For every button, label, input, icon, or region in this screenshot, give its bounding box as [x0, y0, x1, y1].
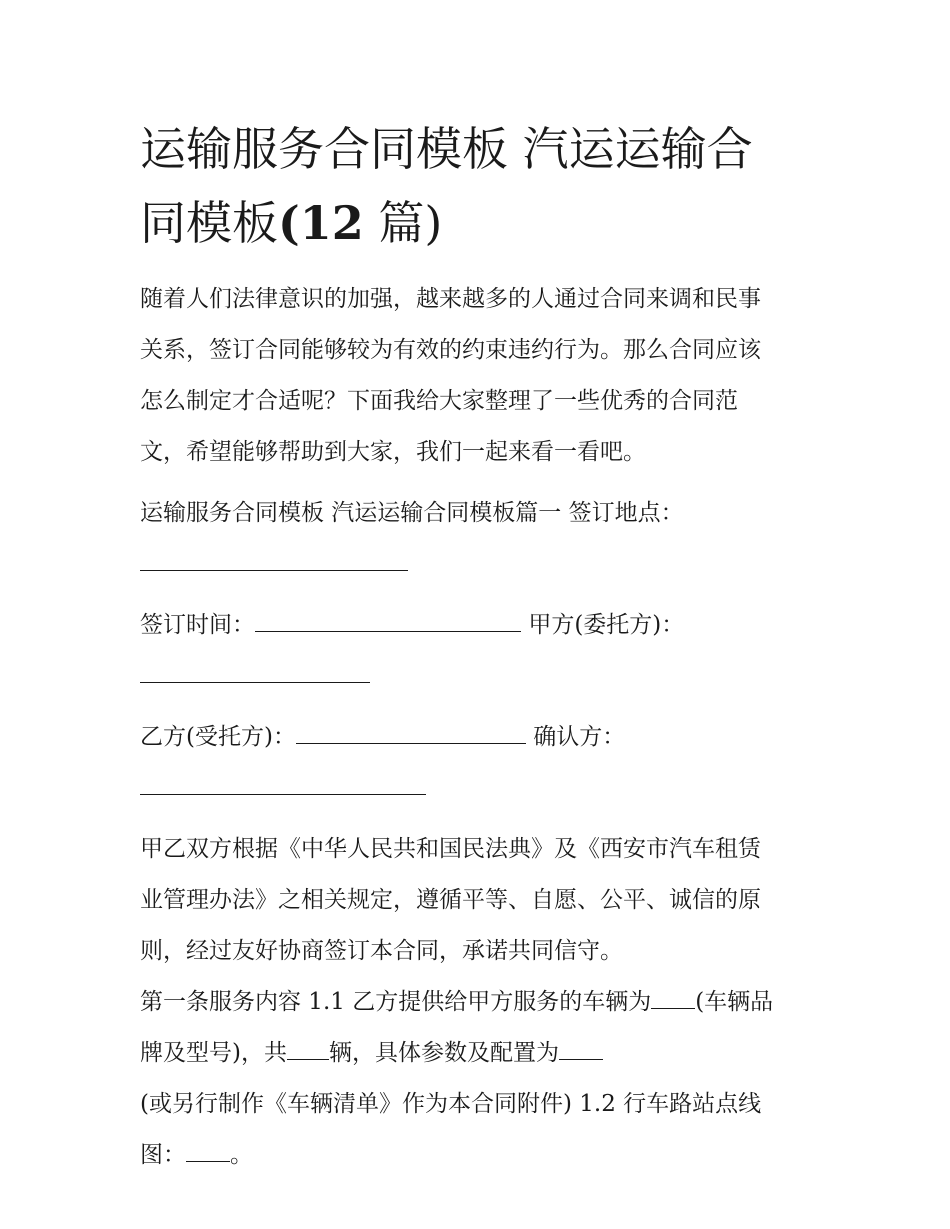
vehicle-spec-blank[interactable]: [559, 1043, 603, 1060]
preamble-line: 甲乙双方根据《中华人民共和国民法典》及《西安市汽车租赁: [140, 836, 761, 862]
confirm-blank[interactable]: [140, 778, 426, 795]
party-a-row: [140, 651, 820, 702]
document-page: [140, 112, 820, 1181]
party-b-blank[interactable]: [296, 727, 526, 744]
confirm-row: [140, 763, 820, 814]
contract-header-fields: [140, 488, 820, 814]
party-b-row: [140, 712, 820, 763]
title-count: (12: [278, 196, 364, 250]
article-text: 图：: [140, 1142, 186, 1168]
title-text: 同模板: [140, 196, 278, 250]
article-text: (车辆品: [695, 989, 774, 1015]
article-text: 。: [230, 1142, 253, 1168]
intro-paragraph: [140, 274, 820, 478]
preamble-line: 业管理办法》之相关规定，遵循平等、自愿、公平、诚信的原: [140, 887, 761, 913]
article-text: 辆，具体参数及配置为: [328, 1040, 559, 1066]
intro-line: 随着人们法律意识的加强，越来越多的人通过合同来调和民事: [140, 286, 761, 312]
sign-place-row: [140, 539, 820, 590]
preamble-line: 则，经过友好协商签订本合同，承诺共同信守。: [140, 938, 623, 964]
preamble-paragraph: [140, 824, 820, 977]
article-text: 牌及型号)，共: [140, 1040, 287, 1066]
vehicle-model-blank[interactable]: [651, 992, 695, 1009]
intro-line: 怎么制定才合适呢？下面我给大家整理了一些优秀的合同范: [140, 388, 738, 414]
article-line: [140, 1130, 820, 1181]
sign-place-blank[interactable]: [140, 554, 408, 571]
article-line: [140, 977, 820, 1028]
article-text: 第一条服务内容 1.1 乙方提供给甲方服务的车辆为: [140, 989, 652, 1015]
title-line-1: 运输服务合同模板 汽运运输合: [140, 122, 753, 176]
route-map-blank[interactable]: [186, 1145, 230, 1162]
party-a-label: 甲方(委托方)：: [528, 612, 685, 638]
sign-time-blank[interactable]: [255, 615, 521, 632]
document-title: [140, 112, 820, 260]
article-line: [140, 1028, 820, 1079]
sign-time-row: [140, 600, 820, 651]
intro-line: 关系，签订合同能够较为有效的约束违约行为。那么合同应该: [140, 337, 761, 363]
party-b-label: 乙方(受托方)：: [140, 724, 296, 750]
intro-line: 文，希望能够帮助到大家，我们一起来看一看吧。: [140, 439, 646, 465]
title-unit: 篇): [378, 196, 443, 250]
section-heading: 运输服务合同模板 汽运运输合同模板篇一 签订地点：: [140, 500, 684, 526]
vehicle-count-blank[interactable]: [287, 1043, 329, 1060]
article-line: (或另行制作《车辆清单》作为本合同附件) 1.2 行车路站点线: [140, 1091, 762, 1117]
confirm-label: 确认方：: [533, 724, 626, 750]
sign-time-label: 签订时间：: [140, 612, 255, 638]
title-line-2: [140, 186, 820, 260]
party-a-blank[interactable]: [140, 666, 370, 683]
article-1: [140, 977, 820, 1181]
